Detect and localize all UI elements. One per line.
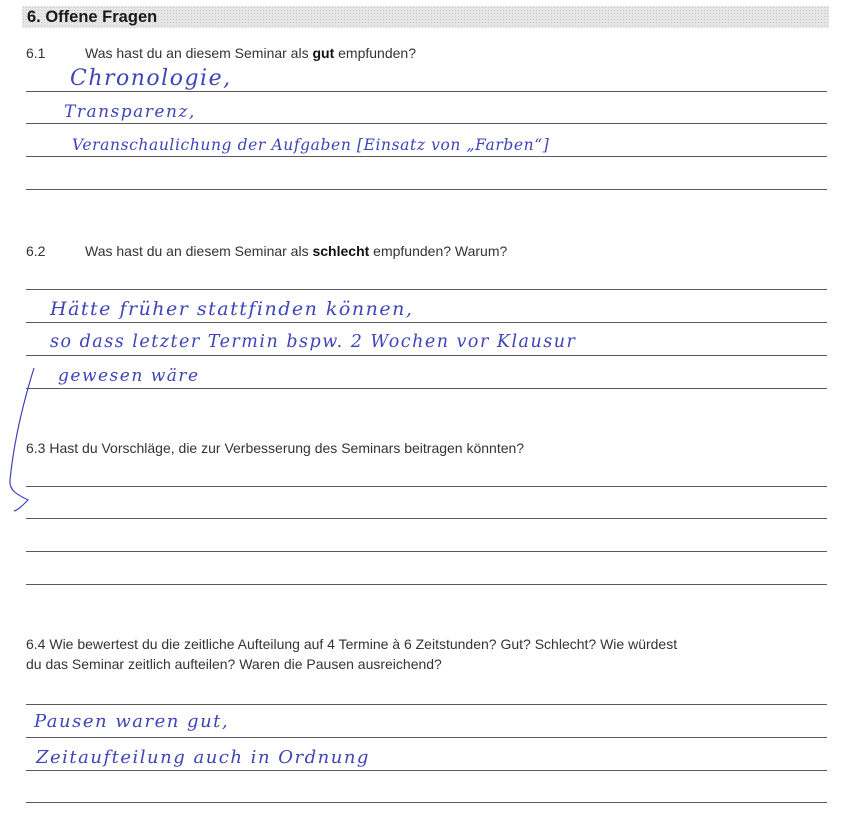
question-text: Was hast du an diesem Seminar als schlecht empfunden? Warum? xyxy=(85,243,508,259)
answer-line xyxy=(26,156,827,157)
handwritten-answer: Hätte früher stattfinden können, xyxy=(50,298,414,320)
section-title: 6. Offene Fragen xyxy=(27,8,158,26)
question-6-4 xyxy=(26,634,677,674)
answer-line xyxy=(26,289,827,290)
question-text-line: 6.4 Wie bewertest du die zeitliche Aufteilung auf 4 Termine à 6 Zeitstunden? Gut? Schlecht? Wie würdest xyxy=(26,636,678,652)
handwritten-answer: Pausen waren gut, xyxy=(34,711,230,732)
handwritten-answer: Transparenz, xyxy=(64,102,196,122)
question-text-line: du das Seminar zeitlich aufteilen? Waren die Pausen ausreichend? xyxy=(26,656,442,672)
answer-line xyxy=(26,123,827,124)
question-number: 6.2 xyxy=(26,243,46,259)
answer-line xyxy=(26,189,827,190)
handwritten-answer: so dass letzter Termin bspw. 2 Wochen vor Klausur xyxy=(50,332,577,352)
question-number: 6.1 xyxy=(26,45,46,61)
answer-line xyxy=(26,737,827,738)
handwritten-answer: gewesen wäre xyxy=(58,366,200,386)
answer-line xyxy=(26,770,827,771)
answer-line xyxy=(26,91,827,92)
answer-line xyxy=(26,551,827,552)
section-header xyxy=(22,6,829,28)
question-6-3: 6.3 Hast du Vorschläge, die zur Verbesserung des Seminars beitragen könnten? xyxy=(26,440,525,456)
handwritten-answer: Zeitaufteilung auch in Ordnung xyxy=(36,747,370,768)
answer-line xyxy=(26,355,827,356)
answer-line xyxy=(26,518,827,519)
answer-line xyxy=(26,486,827,487)
answer-line xyxy=(26,704,827,705)
answer-line xyxy=(26,322,827,323)
answer-line xyxy=(26,584,827,585)
answer-line xyxy=(26,802,827,803)
question-text: Was hast du an diesem Seminar als gut empfunden? xyxy=(85,45,416,61)
handwritten-answer: Chronologie, xyxy=(70,66,232,91)
handwritten-answer: Veranschaulichung der Aufgaben [Einsatz von „Farben“] xyxy=(72,136,550,154)
answer-line xyxy=(26,388,827,389)
